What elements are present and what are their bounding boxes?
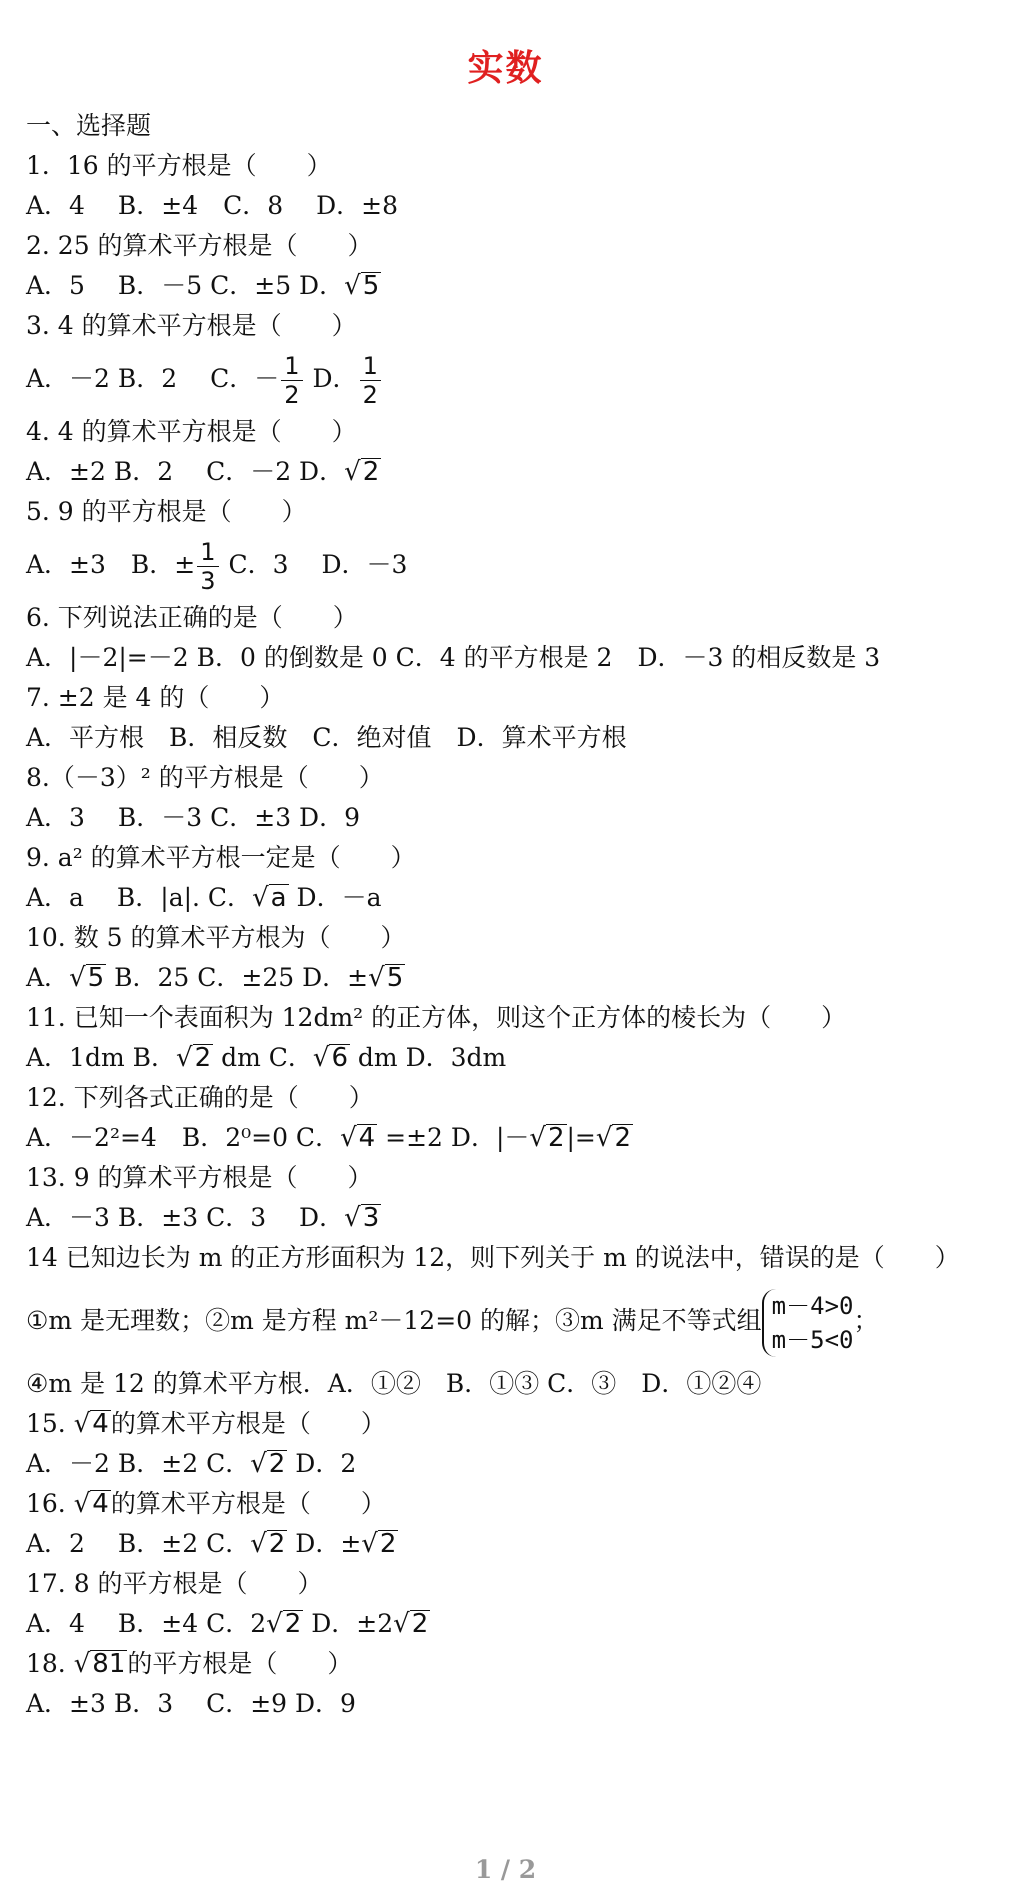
question-12-stem: 12. 下列各式正确的是（ ） xyxy=(26,1083,374,1112)
sqrt-symbol: √4 xyxy=(73,1409,109,1439)
radicand: 2 xyxy=(194,1043,212,1073)
options-text: B．25 C．±25 D．± xyxy=(114,963,369,992)
stem-text: 的算术平方根是（ ） xyxy=(110,1409,386,1438)
denominator: 2 xyxy=(284,381,300,409)
worksheet-content xyxy=(26,106,996,1724)
radicand: 2 xyxy=(362,457,380,487)
question-18-options: A．±3 B．3 C．±9 D．9 xyxy=(26,1689,356,1718)
radicand: 81 xyxy=(92,1649,126,1679)
question-6-stem: 6. 下列说法正确的是（ ） xyxy=(26,603,358,632)
sqrt-symbol: √2 xyxy=(529,1123,565,1153)
question-5-options xyxy=(26,532,996,598)
question-number: 16. xyxy=(26,1489,74,1518)
sqrt-symbol: √4 xyxy=(73,1489,109,1519)
question-4-stem: 4. 4 的算术平方根是（ ） xyxy=(26,417,357,446)
question-1-stem: 1．16 的平方根是（ ） xyxy=(26,151,332,180)
question-9-stem: 9. a² 的算术平方根一定是（ ） xyxy=(26,843,416,872)
sqrt-symbol: √5 xyxy=(368,963,404,993)
option-d-label: D． xyxy=(312,364,358,393)
radicand: 5 xyxy=(386,963,404,993)
sqrt-symbol: √81 xyxy=(73,1649,126,1679)
sqrt-symbol: √4 xyxy=(340,1123,376,1153)
question-16-options xyxy=(26,1524,996,1564)
radicand: 4 xyxy=(92,1489,109,1519)
question-14-stem: 14 已知边长为 m 的正方形面积为 12，则下列关于 m 的说法中，错误的是（ ） xyxy=(26,1243,960,1272)
sqrt-symbol: √a xyxy=(252,883,287,913)
radicand: 4 xyxy=(358,1123,376,1153)
options-text: D．－a xyxy=(296,883,382,912)
numerator: 1 xyxy=(360,352,381,381)
question-12-options xyxy=(26,1118,996,1158)
radicand: 2 xyxy=(268,1449,286,1479)
radicand: 3 xyxy=(362,1203,380,1233)
options-text: D．±2 xyxy=(303,1609,394,1638)
options-text: A．2 B．±2 C． xyxy=(26,1529,251,1558)
question-number: 18. xyxy=(26,1649,74,1678)
page-title: 实数 xyxy=(467,48,544,89)
question-17-stem: 17. 8 的平方根是（ ） xyxy=(26,1569,323,1598)
options-text: A．4 B．±4 C．2 xyxy=(26,1609,267,1638)
question-15-options xyxy=(26,1444,996,1484)
options-text: D．± xyxy=(287,1529,362,1558)
radicand: 2 xyxy=(284,1609,302,1639)
options-text: A．a B．|a|. C． xyxy=(26,883,253,912)
question-17-options xyxy=(26,1604,996,1644)
question-14-options: ④m 是 12 的算术平方根．A．①② B．①③ C．③ D．①②④ xyxy=(26,1369,762,1398)
section-heading: 一、选择题 xyxy=(26,111,152,140)
options-text: A．±3 B．± xyxy=(26,550,196,579)
page-number: 1 / 2 xyxy=(474,1855,537,1884)
denominator: 2 xyxy=(362,381,378,409)
question-9-options xyxy=(26,878,996,918)
options-text: A．5 B．－5 C．±5 D． xyxy=(26,271,345,300)
radicand: 5 xyxy=(87,963,105,993)
radicand: 2 xyxy=(379,1529,397,1559)
stem-text: 的平方根是（ ） xyxy=(127,1649,353,1678)
options-text: A．－2 B．±2 C． xyxy=(26,1449,251,1478)
radicand: 2 xyxy=(268,1529,286,1559)
question-number: 15. xyxy=(26,1409,74,1438)
question-2-options xyxy=(26,266,996,306)
sqrt-symbol: √2 xyxy=(344,457,380,487)
question-3-options xyxy=(26,346,996,412)
numerator: 1 xyxy=(197,538,218,567)
options-text: A．－2 B．2 C． xyxy=(26,364,255,393)
fraction xyxy=(197,538,218,595)
question-2-stem: 2. 25 的算术平方根是（ ） xyxy=(26,231,373,260)
options-text: dm C． xyxy=(213,1043,313,1072)
options-text: =±2 D．|－ xyxy=(377,1123,530,1152)
sqrt-symbol: √2 xyxy=(361,1529,397,1559)
question-15-stem xyxy=(26,1404,996,1444)
sqrt-symbol: √2 xyxy=(266,1609,302,1639)
sqrt-symbol: √2 xyxy=(250,1529,286,1559)
question-8-stem: 8.（－3）² 的平方根是（ ） xyxy=(26,763,384,792)
fraction xyxy=(281,352,302,409)
question-10-stem: 10. 数 5 的算术平方根为（ ） xyxy=(26,923,406,952)
sqrt-symbol: √5 xyxy=(69,963,105,993)
sqrt-symbol: √5 xyxy=(344,271,380,301)
question-7-stem: 7. ±2 是 4 的（ ） xyxy=(26,683,285,712)
sqrt-symbol: √3 xyxy=(344,1203,380,1233)
inequality-2: m－5<0 xyxy=(771,1325,854,1354)
question-4-options xyxy=(26,452,996,492)
question-18-stem xyxy=(26,1644,996,1684)
radicand: 2 xyxy=(547,1123,565,1153)
denominator: 3 xyxy=(200,567,216,595)
option-a-label: A． xyxy=(26,963,70,992)
inequality-1: m－4>0 xyxy=(771,1291,854,1320)
question-6-options: A．|－2|=－2 B．0 的倒数是 0 C．4 的平方根是 2 D．－3 的相反数是 3 xyxy=(26,643,881,672)
statements-text: ①m 是无理数；②m 是方程 m²－12=0 的解；③m 满足不等式组 xyxy=(26,1306,762,1335)
options-text: |= xyxy=(566,1123,596,1152)
radicand: 2 xyxy=(614,1123,631,1153)
numerator: 1 xyxy=(281,352,302,381)
question-14-statements xyxy=(26,1278,996,1364)
sqrt-symbol: √2 xyxy=(176,1043,212,1073)
statements-end: ； xyxy=(853,1306,879,1335)
question-10-options xyxy=(26,958,996,998)
inequality-system xyxy=(762,1289,854,1357)
options-text: A．－3 B．±3 C．3 D． xyxy=(26,1203,345,1232)
radicand: a xyxy=(270,883,287,913)
question-11-stem: 11. 已知一个表面积为 12dm² 的正方体，则这个正方体的棱长为（ ） xyxy=(26,1003,847,1032)
options-text: dm D．3dm xyxy=(349,1043,507,1072)
options-text: A．－2²=4 B．2⁰=0 C． xyxy=(26,1123,341,1152)
question-1-options: A．4 B．±4 C．8 D．±8 xyxy=(26,191,399,220)
sqrt-symbol: √2 xyxy=(250,1449,286,1479)
sqrt-symbol: √6 xyxy=(312,1043,348,1073)
options-text: C．3 D．－3 xyxy=(228,550,408,579)
sqrt-symbol: √2 xyxy=(595,1123,631,1153)
sqrt-symbol: √2 xyxy=(393,1609,429,1639)
options-text: D．2 xyxy=(287,1449,357,1478)
radicand: 5 xyxy=(362,271,380,301)
question-5-stem: 5. 9 的平方根是（ ） xyxy=(26,497,307,526)
radicand: 4 xyxy=(92,1409,109,1439)
question-13-options xyxy=(26,1198,996,1238)
options-text: A．1dm B． xyxy=(26,1043,176,1072)
question-11-options xyxy=(26,1038,996,1078)
question-16-stem xyxy=(26,1484,996,1524)
radicand: 2 xyxy=(411,1609,429,1639)
fraction xyxy=(360,352,381,409)
stem-text: 的算术平方根是（ ） xyxy=(110,1489,386,1518)
question-7-options: A．平方根 B．相反数 C．绝对值 D．算术平方根 xyxy=(26,723,627,752)
question-8-options: A．3 B．－3 C．±3 D．9 xyxy=(26,803,361,832)
minus-sign: － xyxy=(254,364,280,393)
question-13-stem: 13. 9 的算术平方根是（ ） xyxy=(26,1163,373,1192)
options-text: A．±2 B．2 C．－2 D． xyxy=(26,457,345,486)
question-3-stem: 3. 4 的算术平方根是（ ） xyxy=(26,311,357,340)
radicand: 6 xyxy=(331,1043,348,1073)
